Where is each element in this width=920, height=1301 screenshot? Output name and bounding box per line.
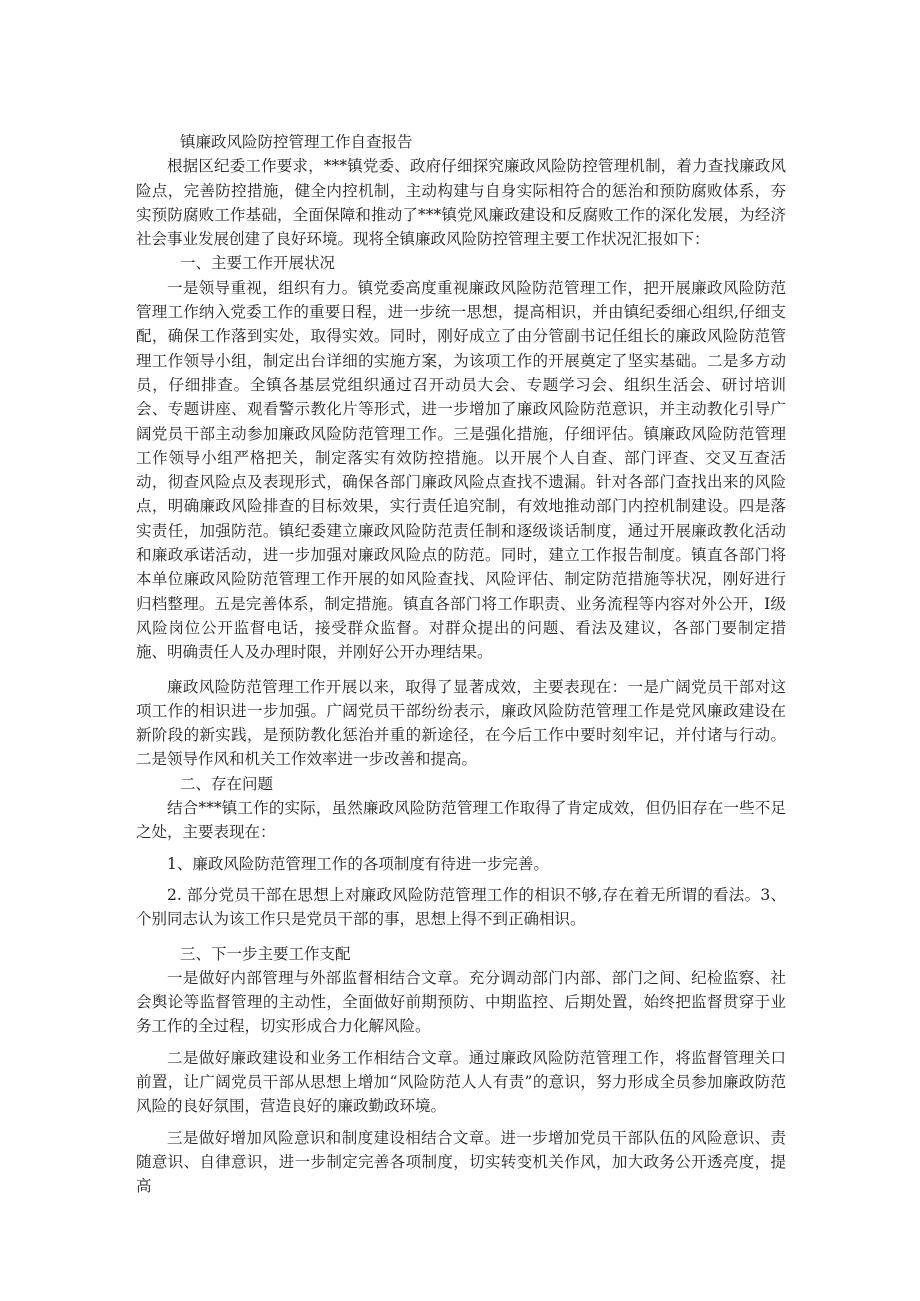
section-3-paragraph-2: 二是做好廉政建设和业务工作相结合文章。通过廉政风险防范管理工作，将监督管理关口前置，让广阔党员干部从思想上增加“风险防范人人有责”的意识，努力形成全员参加廉政防范风险的良好氛围，营造良好的廉政勤政环境。 bbox=[136, 1048, 786, 1116]
section-1-paragraph-2: 廉政风险防范管理工作开展以来，取得了显著成效，主要表现在：一是广阔党员干部对这项工作的相识进一步加强。广阔党员干部纷纷表示，廉政风险防范管理工作是党风廉政建设在新阶段的新实践，是预防教化惩治并重的新途径，在今后工作中要时刻牢记，并付诸与行动。二是领导作风和机关工作效率进一步改善和提高。 bbox=[136, 677, 786, 769]
document-page bbox=[136, 130, 786, 1198]
intro-paragraph: 根据区纪委工作要求，***镇党委、政府仔细探究廉政风险防控管理机制，着力查找廉政风险点，完善防控措施，健全内控机制，主动构建与自身实际相符合的惩治和预防腐败体系，夯实预防腐败工作基础，全面保障和推动了***镇党风廉政建设和反腐败工作的深化发展，为经济社会事业发展创建了良好环境。现将全镇廉政风险防控管理主要工作状况汇报如下： bbox=[136, 157, 786, 249]
section-1-paragraph-1: 一是领导重视，组织有力。镇党委高度重视廉政风险防范管理工作，把开展廉政风险防范管理工作纳入党委工作的重要日程，进一步统一思想，提高相识，并由镇纪委细心组织,仔细支配，确保工作落到实处，取得实效。同时，刚好成立了由分管副书记任组长的廉政风险防范管理工作领导小组，制定出台详细的实施方案，为该项工作的开展奠定了坚实基础。二是多方动员，仔细排查。全镇各基层党组织通过召开动员大会、专题学习会、组织生活会、研讨培训会、专题讲座、观看警示教化片等形式，进一步增加了廉政风险防范意识，并主动教化引导广阔党员干部主动参加廉政风险防范管理工作。三是强化措施，仔细评估。镇廉政风险防范管理工作领导小组严格把关，制定落实有效防控措施。以开展个人自查、部门评查、交叉互查活动，彻查风险点及表现形式，确保各部门廉政风险点查找不遗漏。针对各部门查找出来的风险点，明确廉政风险排查的目标效果，实行责任追究制，有效地推动部门内控机制建设。四是落实责任，加强防范。镇纪委建立廉政风险防范责任制和逐级谈话制度，通过开展廉政教化活动和廉政承诺活动，进一步加强对廉政风险点的防范。同时，建立工作报告制度。镇直各部门将本单位廉政风险防范管理工作开展的如风险查找、风险评估、制定防范措施等状况，刚好进行归档整理。五是完善体系，制定措施。镇直各部门将工作职责、业务流程等内容对外公开，Ⅰ级风险岗位公开监督电话，接受群众监督。对群众提出的问题、看法及建议，各部门要制定措施、明确责任人及办理时限，并刚好公开办理结果。 bbox=[136, 278, 786, 662]
section-2-item-2: 2. 部分党员干部在思想上对廉政风险防范管理工作的相识不够,存在着无所谓的看法。3、个别同志认为该工作只是党员干部的事，思想上得不到正确相识。 bbox=[136, 885, 786, 929]
section-2-heading: 二、存在问题 bbox=[180, 774, 274, 793]
section-3-paragraph-3: 三是做好增加风险意识和制度建设相结合文章。进一步增加党员干部队伍的风险意识、责随意识、自律意识，进一步制定完善各项制度，切实转变机关作风，加大政务公开透亮度，提高 bbox=[136, 1128, 786, 1196]
section-1-heading: 一、主要工作开展状况 bbox=[180, 254, 336, 273]
section-2-item-1: 1、廉政风险防范管理工作的各项制度有待进一步完善。 bbox=[167, 854, 549, 873]
section-3-heading: 三、下一步主要工作支配 bbox=[180, 944, 351, 963]
section-3-paragraph-1: 一是做好内部管理与外部监督相结合文章。充分调动部门内部、部门之间、纪检监察、社会舆论等监督管理的主动性，全面做好前期预防、中期监控、后期处置，始终把监督贯穿于业务工作的全过程，切实形成合力化解风险。 bbox=[136, 968, 786, 1036]
section-2-paragraph-1: 结合***镇工作的实际，虽然廉政风险防范管理工作取得了肯定成效，但仍旧存在一些不足之处，主要表现在： bbox=[136, 799, 786, 842]
document-title: 镇廉政风险防控管理工作自查报告 bbox=[180, 133, 413, 151]
